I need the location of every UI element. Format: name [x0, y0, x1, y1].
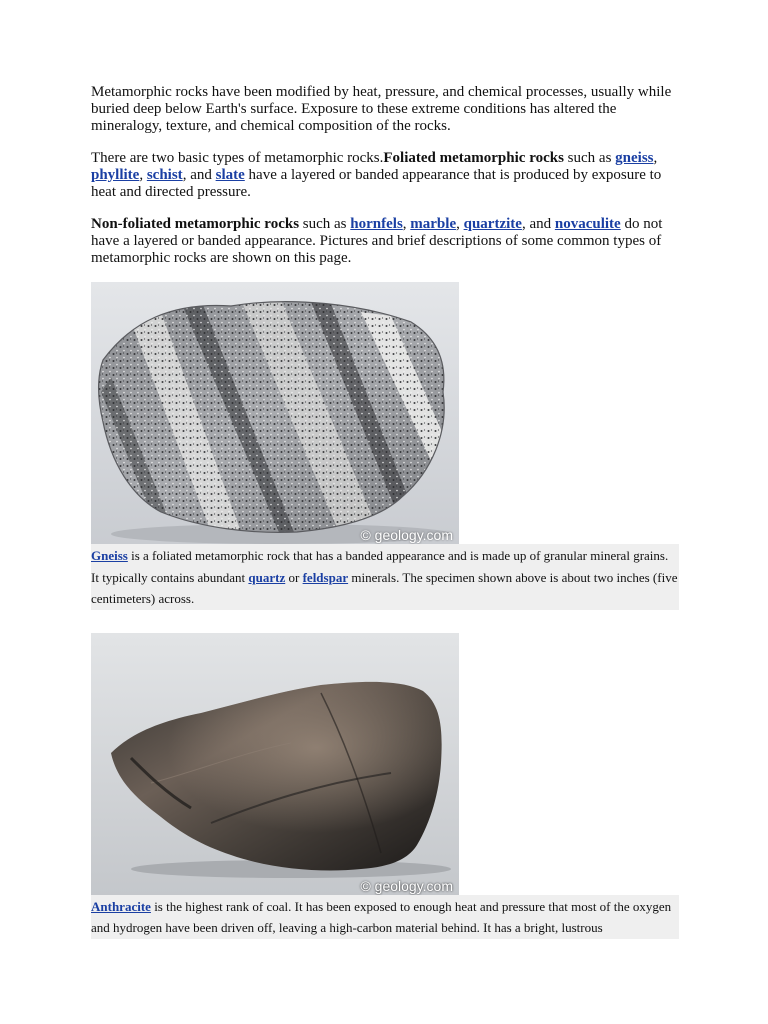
- foliated-term: Foliated metamorphic rocks: [383, 150, 564, 166]
- link-hornfels[interactable]: hornfels: [350, 216, 403, 232]
- spacer: [91, 610, 679, 627]
- text-fragment: such as: [299, 216, 351, 232]
- intro-paragraph-1: [91, 84, 679, 135]
- gneiss-rock-illustration: [91, 282, 459, 544]
- non-foliated-term: Non-foliated metamorphic rocks: [91, 216, 300, 232]
- anthracite-caption: [91, 895, 679, 939]
- anthracite-rock-illustration: [91, 633, 459, 895]
- intro-paragraph-3: [91, 216, 679, 267]
- caption-text: or: [285, 569, 303, 585]
- text-fragment: ,: [653, 150, 658, 166]
- text-fragment: such as: [563, 150, 616, 166]
- gneiss-photo: [91, 282, 459, 544]
- text-fragment: ,: [402, 216, 411, 232]
- intro-text-2-lead: There are two basic types of metamorphic rocks.: [91, 150, 384, 166]
- link-schist[interactable]: schist: [146, 167, 183, 183]
- caption-text: is the highest rank of coal. It has been exposed to enough heat and pressure that most of the oxygen and hydrogen have been driven off, leaving a high-carbon material behind. It has a bright, lustrous: [91, 898, 672, 935]
- link-quartzite[interactable]: quartzite: [463, 216, 522, 232]
- link-gneiss-caption[interactable]: Gneiss: [91, 548, 128, 563]
- caption-text: is a foliated metamorphic rock that has a banded appearance and is made up of granular mineral grains. It typically contains abundant: [91, 548, 669, 585]
- link-slate[interactable]: slate: [215, 167, 245, 183]
- text-fragment: , and: [182, 167, 216, 183]
- photo-watermark: © geology.com: [360, 877, 453, 894]
- intro-paragraph-2: [91, 150, 679, 201]
- link-quartz[interactable]: quartz: [248, 569, 286, 585]
- text-fragment: ,: [456, 216, 464, 232]
- anthracite-photo: [91, 633, 459, 895]
- intro-text-1: Metamorphic rocks have been modified by heat, pressure, and chemical processes, usually while buried deep below Earth's surface. Exposure to these extreme conditions has altered the mineralogy, texture, and chemical composition of the rocks.: [91, 84, 672, 134]
- link-gneiss[interactable]: gneiss: [615, 150, 654, 166]
- article-body: [91, 84, 679, 939]
- link-feldspar[interactable]: feldspar: [302, 569, 349, 585]
- link-phyllite[interactable]: phyllite: [91, 167, 140, 183]
- text-fragment: ,: [139, 167, 147, 183]
- gneiss-caption: [91, 544, 679, 610]
- link-anthracite[interactable]: Anthracite: [91, 898, 151, 914]
- text-fragment: have a layered or banded appearance that is produced by exposure to heat and directed pressure.: [91, 167, 662, 200]
- text-fragment: , and: [521, 216, 555, 232]
- text-fragment: do not have a layered or banded appearance. Pictures and brief descriptions of some common types of metamorphic rocks are shown on this page.: [91, 216, 663, 266]
- link-marble[interactable]: marble: [410, 216, 457, 232]
- link-novaculite[interactable]: novaculite: [554, 216, 621, 232]
- caption-text: minerals. The specimen shown above is about two inches (five centimeters) across.: [91, 569, 678, 606]
- photo-watermark: © geology.com: [360, 527, 453, 543]
